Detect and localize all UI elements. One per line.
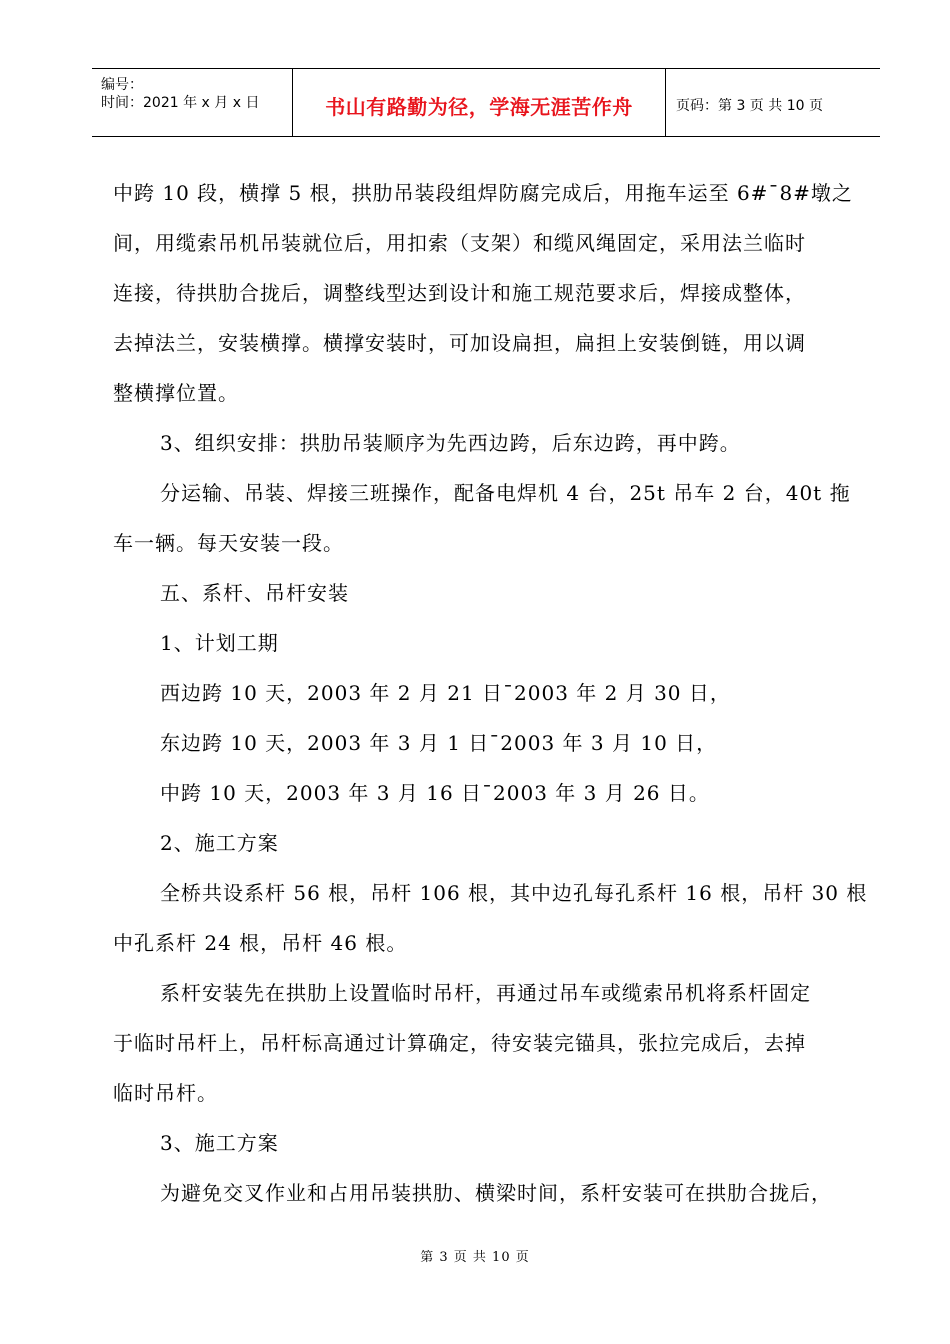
body-line: 系杆安装先在拱肋上设置临时吊杆，再通过吊车或缆索吊机将系杆固定: [160, 981, 811, 1005]
document-body: [113, 168, 883, 1218]
body-line: 于临时吊杆上，吊杆标高通过计算确定，待安装完锚具，张拉完成后，去掉: [113, 1031, 806, 1055]
header-page-cell: [666, 69, 880, 136]
body-line: 全桥共设系杆 56 根，吊杆 106 根，其中边孔每孔系杆 16 根，吊杆 30 根: [160, 881, 868, 905]
section-heading: 1、计划工期: [160, 631, 279, 655]
body-line: 车一辆。每天安装一段。: [113, 531, 344, 555]
section-heading: 2、施工方案: [160, 831, 279, 855]
section-heading: 3、施工方案: [160, 1131, 279, 1155]
section-heading: 五、系杆、吊杆安装: [160, 581, 349, 605]
body-line: 间，用缆索吊机吊装就位后，用扣索（支架）和缆风绳固定，采用法兰临时: [113, 231, 806, 255]
body-line: 为避免交叉作业和占用吊装拱肋、横梁时间，系杆安装可在拱肋合拢后，: [160, 1181, 832, 1205]
body-line: 整横撑位置。: [113, 381, 239, 405]
document-number-label: 编号：: [101, 77, 143, 93]
schedule-line: 西边跨 10 天，2003 年 2 月 21 日¯2003 年 2 月 30 日，: [160, 681, 731, 705]
section-heading: 3、组织安排：拱肋吊装顺序为先西边跨，后东边跨，再中跨。: [160, 431, 741, 455]
body-line: 中跨 10 段，横撑 5 根，拱肋吊装段组焊防腐完成后，用拖车运至 6#¯8#墩之: [113, 181, 853, 205]
body-line: 临时吊杆。: [113, 1081, 218, 1105]
page-header: [92, 68, 880, 137]
body-line: 中孔系杆 24 根，吊杆 46 根。: [113, 931, 408, 955]
document-time-label: 时间：2021 年 x 月 x 日: [101, 95, 260, 111]
header-motto: 书山有路勤为径，学海无涯苦作舟: [325, 95, 633, 119]
body-line: 分运输、吊装、焊接三班操作，配备电焊机 4 台，25t 吊车 2 台，40t 拖: [160, 481, 851, 505]
schedule-line: 东边跨 10 天，2003 年 3 月 1 日¯2003 年 3 月 10 日，: [160, 731, 718, 755]
schedule-line: 中跨 10 天，2003 年 3 月 16 日¯2003 年 3 月 26 日。: [160, 781, 710, 805]
body-line: 去掉法兰，安装横撑。横撑安装时，可加设扁担，扁担上安装倒链，用以调: [113, 331, 806, 355]
header-motto-cell: [293, 69, 666, 136]
page-footer: 第 3 页 共 10 页: [420, 1250, 530, 1265]
body-line: 连接，待拱肋合拢后，调整线型达到设计和施工规范要求后，焊接成整体，: [113, 281, 806, 305]
header-page-info: 页码：第 3 页 共 10 页: [676, 98, 823, 114]
header-meta: [92, 69, 293, 136]
